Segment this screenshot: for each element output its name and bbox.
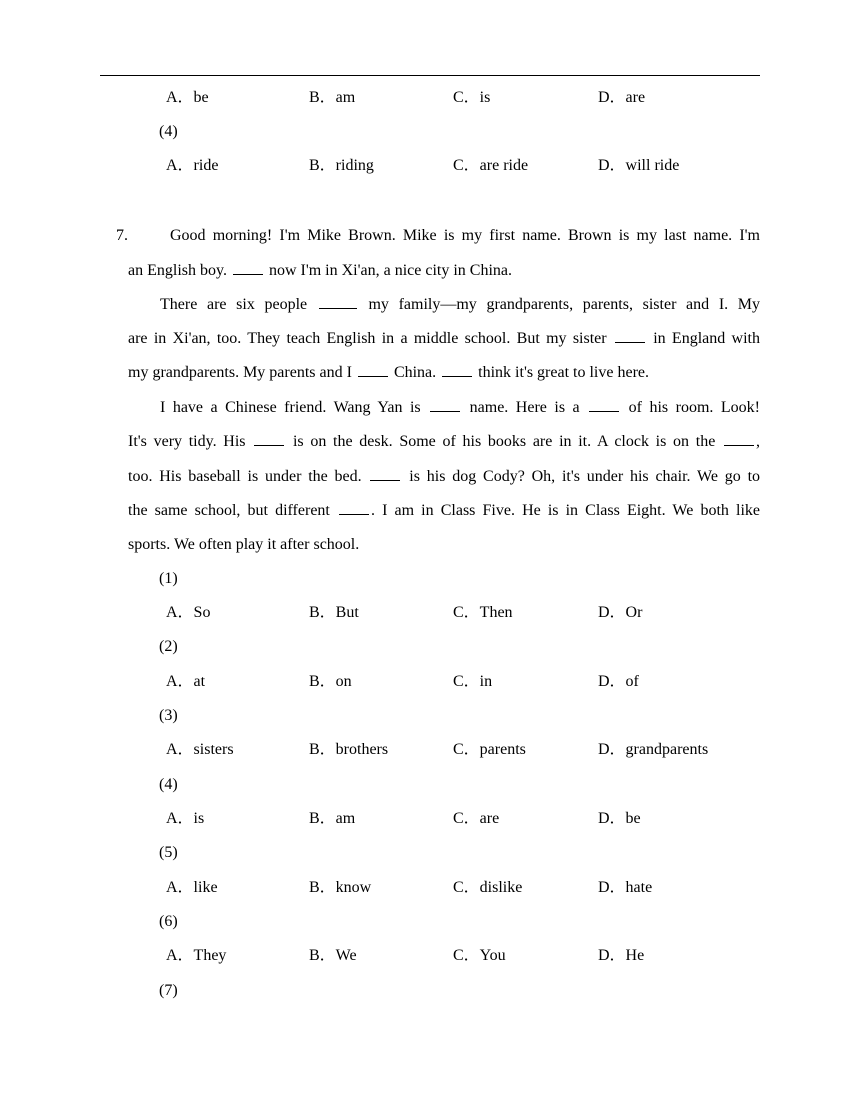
blank-3[interactable] <box>615 328 645 343</box>
option-a[interactable]: A．at <box>166 673 206 690</box>
blank-6[interactable] <box>430 397 460 412</box>
sub-question-label: (6) <box>159 913 178 930</box>
blank-7[interactable] <box>589 397 619 412</box>
option-d[interactable]: D．He <box>598 947 645 964</box>
sub-question-label: (5) <box>159 844 178 861</box>
blank-11[interactable] <box>339 500 369 515</box>
option-d[interactable]: D．will ride <box>598 157 680 174</box>
option-b[interactable]: B．riding <box>309 157 374 174</box>
sub-question-label: (7) <box>159 982 178 999</box>
sub-question-label: (1) <box>159 570 178 587</box>
passage-line: sports. We often play it after school. <box>128 536 360 553</box>
option-b[interactable]: B．on <box>309 673 352 690</box>
option-c[interactable]: C．are ride <box>453 157 529 174</box>
option-d[interactable]: D．are <box>598 89 646 106</box>
blank-9[interactable] <box>724 431 754 446</box>
passage-line: too. His baseball is under the bed. is his dog Cody? Oh, it's under his chair. We go to <box>128 468 761 485</box>
option-d[interactable]: D．hate <box>598 879 653 896</box>
option-b[interactable]: B．But <box>309 604 359 621</box>
question-number: 7. <box>116 227 128 244</box>
option-c[interactable]: C．is <box>453 89 491 106</box>
option-a[interactable]: A．sisters <box>166 741 234 758</box>
option-a[interactable]: A．So <box>166 604 211 621</box>
option-a[interactable]: A．They <box>166 947 227 964</box>
blank-1[interactable] <box>233 260 263 275</box>
blank-10[interactable] <box>370 466 400 481</box>
option-b[interactable]: B．brothers <box>309 741 389 758</box>
option-b[interactable]: B．We <box>309 947 357 964</box>
passage-line: the same school, but different . I am in Class Five. He is in Class Eight. We both like <box>128 502 761 519</box>
option-a[interactable]: A．like <box>166 879 218 896</box>
option-d[interactable]: D．be <box>598 810 641 827</box>
sub-question-label: (4) <box>159 123 178 140</box>
option-a[interactable]: A．ride <box>166 157 219 174</box>
sub-question-label: (3) <box>159 707 178 724</box>
passage-line: are in Xi'an, too. They teach English in a middle school. But my sister in England with <box>128 330 760 347</box>
option-d[interactable]: D．grandparents <box>598 741 709 758</box>
option-d[interactable]: D．of <box>598 673 639 690</box>
sub-question-label: (2) <box>159 638 178 655</box>
blank-5[interactable] <box>442 362 472 377</box>
option-c[interactable]: C．dislike <box>453 879 523 896</box>
option-c[interactable]: C．Then <box>453 604 513 621</box>
sub-question-label: (4) <box>159 776 178 793</box>
option-b[interactable]: B．am <box>309 810 356 827</box>
option-b[interactable]: B．am <box>309 89 356 106</box>
option-c[interactable]: C．You <box>453 947 506 964</box>
passage-line: an English boy. now I'm in Xi'an, a nice city in China. <box>128 262 512 279</box>
passage-line: Good morning! I'm Mike Brown. Mike is my first name. Brown is my last name. I'm <box>170 227 760 244</box>
option-c[interactable]: C．parents <box>453 741 526 758</box>
header-rule <box>100 75 760 76</box>
blank-2[interactable] <box>319 294 357 309</box>
passage-line: It's very tidy. His is on the desk. Some of his books are in it. A clock is on the , <box>128 433 761 450</box>
option-d[interactable]: D．Or <box>598 604 643 621</box>
blank-4[interactable] <box>358 362 388 377</box>
option-a[interactable]: A．be <box>166 89 209 106</box>
option-a[interactable]: A．is <box>166 810 205 827</box>
passage-line: I have a Chinese friend. Wang Yan is name. Here is a of his room. Look! <box>160 399 761 416</box>
blank-8[interactable] <box>254 431 284 446</box>
option-c[interactable]: C．in <box>453 673 493 690</box>
option-b[interactable]: B．know <box>309 879 372 896</box>
passage-line: There are six people my family—my grandparents, parents, sister and I. My <box>160 296 761 313</box>
option-c[interactable]: C．are <box>453 810 500 827</box>
passage-line: my grandparents. My parents and I China. think it's great to live here. <box>128 364 649 381</box>
